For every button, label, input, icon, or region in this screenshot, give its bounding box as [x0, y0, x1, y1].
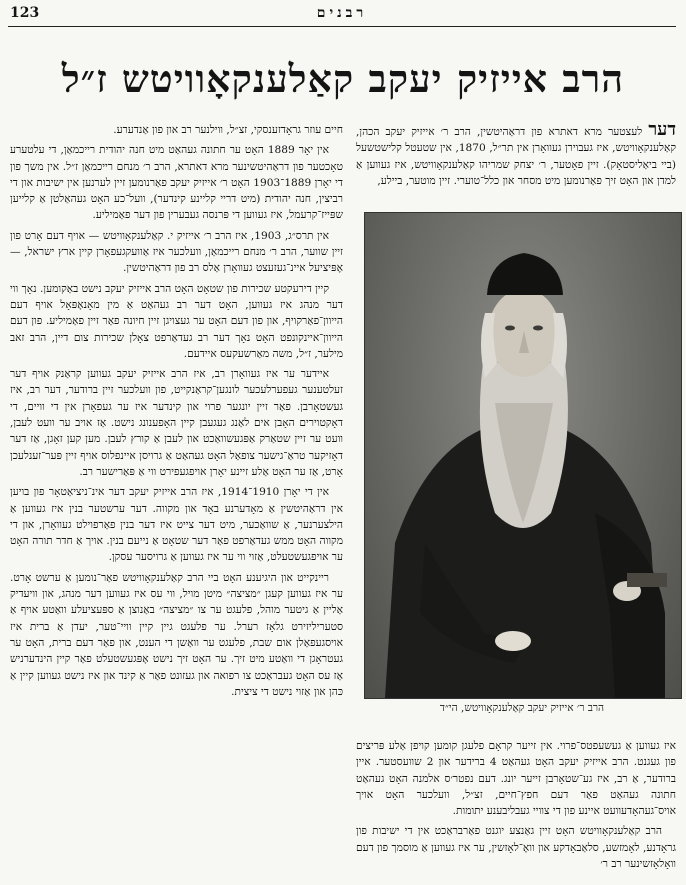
- right-column-top-text: לעצטער מרא דאתרא פון דראַהיטשין, הרב ר׳ אייזיק יעקב הכהן, קאַלענקאָוויטש, איז געבוירן געוואָרן אין תר״ל, 1870, אין שטעטל קלישטשעל (ביי ביאַליסטאָק). זיין פאָטער, ר׳ יצחק שמריהו קאַלענקאָוויטש, איז געווען אַ למדן און האָט זיך פאַרנומען מיט מסחר און כלל־טוערי. זיין מוטער, ביילע,: [356, 126, 676, 187]
- paragraph: אין יאָר 1889 האָט ער חתונה געהאַט מיט חנה יהודית רייכמאַן, די עלטערע טאָכטער פון דראַהיטשינער מרא דאתרא, הרב ר׳ מנחם רייכמאַן ז״ל. אין משך פון די יאָרן 1889־1903 האָט ר׳ אייזיק יעקב פאַרנומען זיין לערנען אין ישיבות און די רביצין, חנה יהודית (מיט דריי קליינע קינדער), וועל־כע האָט געהאַלטן אַ קלייען שפּייז־קרעמל, איז געווען די פּרנסה געבערין פון דער פאַמיליע.: [10, 144, 343, 222]
- running-title: רבנים: [316, 5, 368, 21]
- paragraph: איידער ער איז געוואָרן רב, איז הרב אייזיק יעקב געווען קראַנק אויף דער זעלטענער געפערלעכער לונגען־קראַנקייט, פון וועלכער זיין ברודער, דער רב, איז געשטאָרבן. פאַר זיין יונגער פרוי און קינדער איז ער געפאָרן אין די וויים, די דאָקטוירים האָבן אים לאַנג געגעבן קיין האָפענונג נישט. אַז אויב ער וועט לעבן, וועט ער זיין שטאַרק אַפּגעשוואַכט און לעבן אַ קורץ לעבן. מען קען זאָגן, אַז דער דאָזיקער טראַ־גישער צופאַל האָט געהאַט אַ גרויסן איינפלוס אויף זיין פּער־זענלעכן אָרט, אַז ער האָט אַלע זיינע יאָרן אויפגעפירט ווי אַ פּאַרישער רב.: [10, 368, 343, 478]
- left-column: [10, 122, 343, 882]
- paragraph: אין די יאָרן 1910־1914, איז הרב אייזיק יעקב דער אינ־ניציאַטאָר פון בויען אין דראַהיטשין אַ מאָדערנע באָד און מקווה. דער ערשטער בנין איז געווען אַ הילצערנער, אַ שוואַכער, מיט דער צייט איז דער בנין פאַרפוילט געוואָרן, און די מקווה האָט ממש געדאַרפט פאַר דער שטאָט אַ נייעם בנין. אויך אַ חדר תורה האָט ער אויפגעשטעלט, אַזוי ווי ער איז געווען אַ גרויסער עסקן.: [10, 486, 343, 564]
- portrait-photo: [364, 212, 682, 699]
- paragraph: חיים עוזר גראָדזענסקי, זצ״ל, ווילנער רב און פון אַנדערע.: [113, 124, 343, 136]
- portrait-illustration: [365, 213, 681, 698]
- article-title: הרב אייזיק יעקב קאַלענקאָוויטש ז״ל: [61, 56, 625, 101]
- right-column-top: [356, 122, 676, 212]
- page-header: [8, 4, 676, 27]
- paragraph: קיין דירעקטע שכירות פון שטאָט האָט הרב אייזיק יעקב נישט באַקומען. נאָך ווי דער מנהג איז געווען, האָט דער רב געהאַט אַ מין מאָנאָפּאָל אויף דעם הייוון־פאַרקויף, און פון דעם האָט ער געצויגן זיין חיונה פאַר זיין פאַמיליע. פון דעם הייוון־איינקונפט האָט נאָך דער רב געדאַרפט צאָלן שכירות צום דיין, הרב זאב מילער, ז״ל, משה מאַרשעקעס איידעם.: [10, 282, 343, 360]
- paragraph: הרב קאַלענקאָוויטש האָט זיין גאַנצע יוגנט פאַרבראַכט אין די ישיבות פון גראָדנע, לאָמזשע, סלאַבאָדקע און וואָ־לאָזשין, ער איז געווען אַ מוסמך פון דעם וואָלאָזשינער רב ר׳: [356, 825, 676, 871]
- paragraph: אין תרס״ג, 1903, איז הרב ר׳ אייזיק י. קאַלענקאָוויטש — אויף דעם אָרט פון זיין שווער, הרב ר׳ מנחם רייכמאַן, וועלכער איז אַוועקגעפאָרן קיין ארץ ישראל, — אָפּיציעל איינ־געזעצט געוואָרן אַלס רב פון דראַהיטשין.: [10, 229, 343, 275]
- right-column-bottom: [356, 738, 676, 883]
- photo-caption: הרב ר׳ אייזיק יעקב קאַלענקאָוויטש, הי״ד: [439, 702, 605, 714]
- paragraph: איז געווען אַ געשעפטס־פרוי. אין זייער קראָם פלעגן קומען קויפן אַלע פּריצים פון געגנט. הרב אייזיק יעקב האָט געהאַט 4 ברידער און 2 שוועסטער. איין ברודער, אַ רב, איז גע־שטאָרבן זייער יונג. דעם נפטר׳ס אלמנה האָט געהאַט חתונה געהאַט פאַר דעם חפץ־חיים, זצ״ל, וועלכער האָט אויך אויס־געהאָדעוועט איינע פון די צוויי געבליבענע יתומות.: [356, 740, 676, 818]
- opening-word: דער: [648, 122, 676, 140]
- paragraph: ריינקייט און היגיענע האָט ביי הרב קאַלענקאָוויטש פאַר־נומען אַ ערשט אָרט. ער איז געווען קעגן ״מציצה״ מיטן מויל, ווי עס איז געווען דער מנהג, און וויעדיק אַליין אַ גיטער מוהל, פלעגט ער צו ״מציצה״ באַנוצן אַ ספּעציעלע וואַטע אויף אַ סטעריליזירט גלאָז רערל. ער פלעגט גיין קיין וויי־טער, יעדן אַ ברית איז אויסגעפאַלן אום שבת, פלעגט ער וואַשן די הענט, און פאַר דעם ברית, האָט ער געטראָגן די וואַטע מיט זיך. ער האָט זיך נישט אָפּגעשטעלט פאַר קיין הינדערניש אַז עס האָט געבראַכט צו רפואה און געזונט פאַר אַ קינד און איז נישט געווען קיין אַ כּהן און אַזוי נישט די ציצית.: [10, 571, 343, 698]
- page-number: 123: [10, 5, 40, 21]
